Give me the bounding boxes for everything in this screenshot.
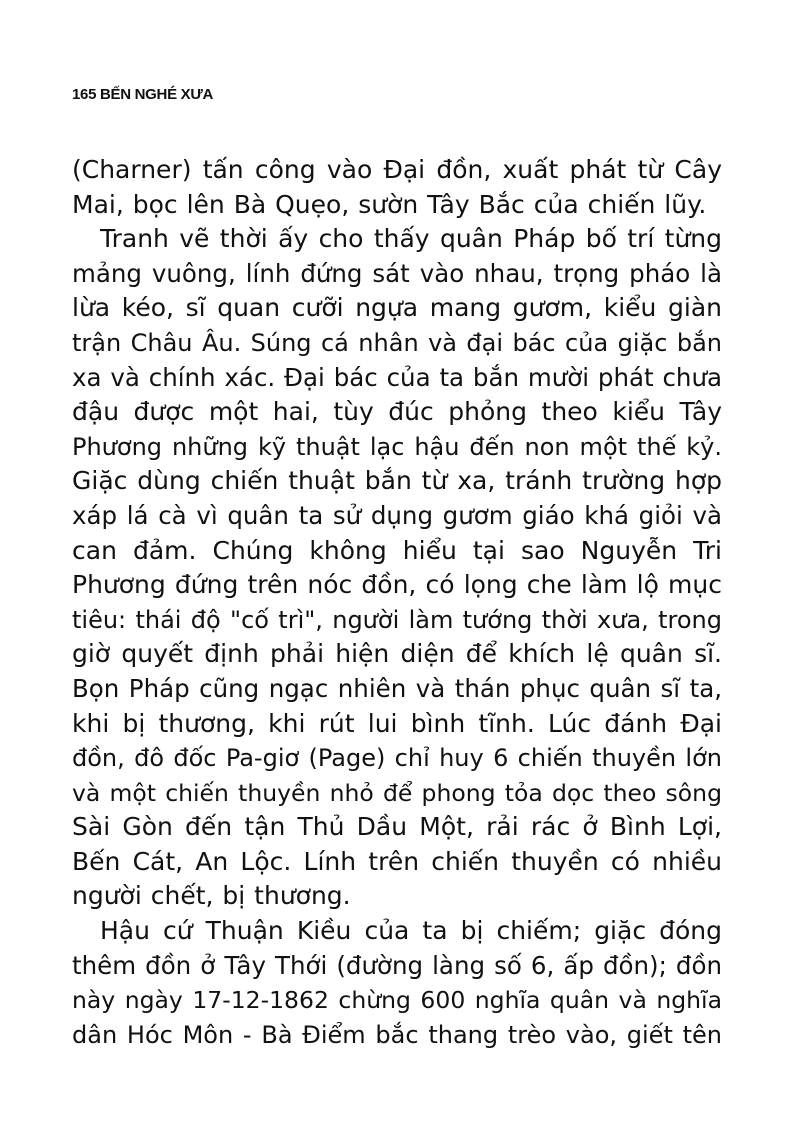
text-line: giờ quyết định phải hiện diện để khích lệ quân sĩ. [72,639,722,669]
running-head: 165 BẾN NGHÉ XƯA [72,86,214,103]
text-line: Giặc dùng chiến thuật bắn từ xa, tránh trường hợp [72,466,722,496]
text-line: thêm đồn ở Tây Thới (đường làng số 6, ấp đồn); đồn [72,950,722,980]
text-line: khi bị thương, khi rút lui bình tĩnh. Lúc đánh Đại [72,708,722,738]
text-line: xáp lá cà vì quân ta sử dụng gươm giáo khá giỏi và [72,500,722,530]
text-line: Bọn Pháp cũng ngạc nhiên và thán phục quân sĩ ta, [72,673,722,703]
text-line: (Charner) tấn công vào Đại đồn, xuất phát từ Cây [72,155,722,184]
text-line: người chết, bị thương. [72,881,351,911]
text-line: mảng vuông, lính đứng sát vào nhau, trọng pháo là [72,258,722,288]
text-line: xa và chính xác. Đại bác của ta bắn mười phát chưa [72,362,722,392]
text-line: Tranh vẽ thời ấy cho thấy quân Pháp bố trí từng [100,224,722,254]
text-line: Bến Cát, An Lộc. Lính trên chiến thuyền có nhiều [72,846,722,876]
text-line: đậu được một hai, tùy đúc phỏng theo kiểu Tây [72,397,722,427]
text-line: Phương đứng trên nóc đồn, có lọng che làm lộ mục [72,570,722,600]
text-line: và một chiến thuyền nhỏ để phong tỏa dọc theo sông [72,778,722,807]
text-line: đồn, đô đốc Pa-giơ (Page) chỉ huy 6 chiến thuyền lớn [72,744,722,773]
body-text [72,153,722,1052]
text-line: này ngày 17-12-1862 chừng 600 nghĩa quân và nghĩa [72,986,722,1015]
text-line: Mai, bọc lên Bà Quẹo, sườn Tây Bắc của chiến lũy. [72,189,707,219]
text-line: Sài Gòn đến tận Thủ Dầu Một, rải rác ở Bình Lợi, [72,812,722,842]
text-line: Hậu cứ Thuận Kiều của ta bị chiếm; giặc đóng [100,916,722,946]
text-line: tiêu: thái độ "cố trì", người làm tướng thời xưa, trong [72,605,722,634]
text-line: dân Hóc Môn - Bà Điểm bắc thang trèo vào, giết tên [72,1020,722,1049]
text-line: can đảm. Chúng không hiểu tại sao Nguyễn Tri [72,535,722,565]
text-line: trận Châu Âu. Súng cá nhân và đại bác của giặc bắn [72,328,722,357]
text-line: lừa kéo, sĩ quan cưỡi ngựa mang gươm, kiểu giàn [72,293,722,323]
text-line: Phương những kỹ thuật lạc hậu đến non một thế kỷ. [72,432,722,461]
